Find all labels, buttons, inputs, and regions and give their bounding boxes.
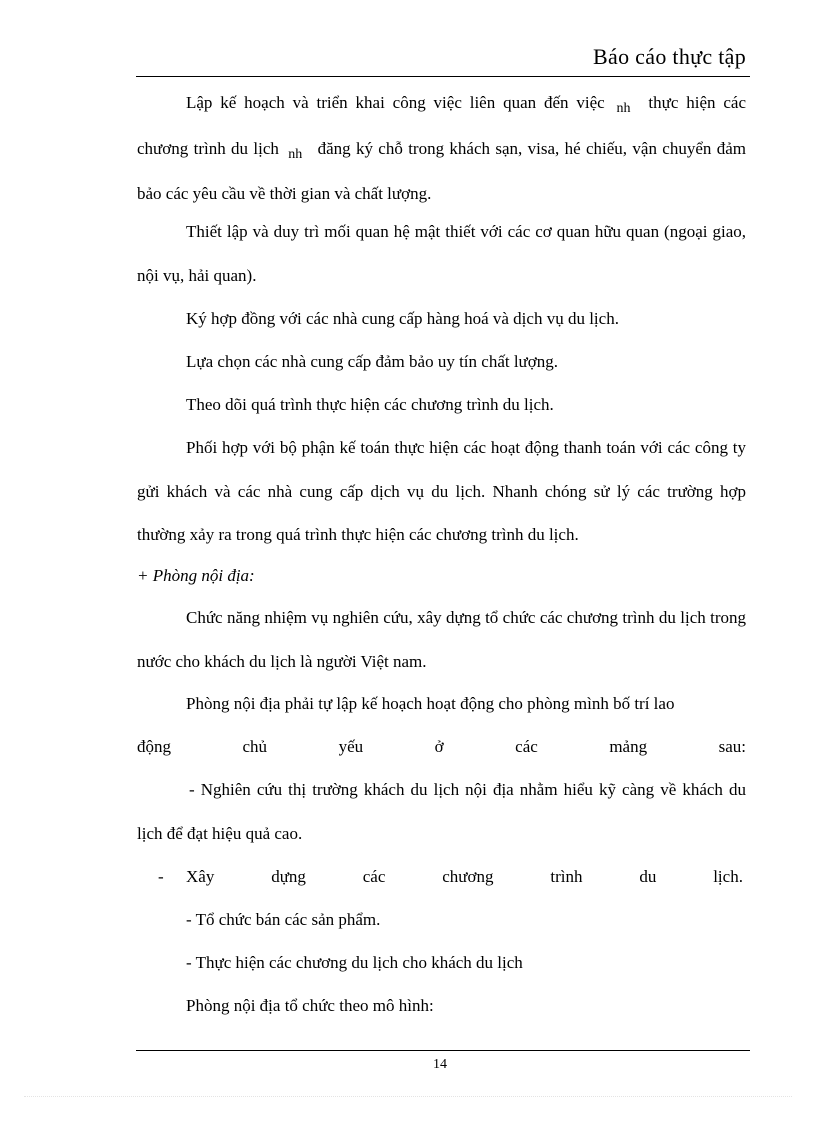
paragraph-model: Phòng nội địa tổ chức theo mô hình: <box>186 996 434 1015</box>
paragraph-suppliers: Lựa chọn các nhà cung cấp đảm bảo uy tín chất lượng. <box>186 352 559 371</box>
nh-mark-2: nh <box>288 146 303 162</box>
paragraph-market-research: - Nghiên cứu thị trường khách du lịch nội địa nhằm hiểu kỹ càng về khách du lịch để đạt hiệu quả cao. <box>137 780 746 843</box>
paragraph-plan-line1: Phòng nội địa phải tự lập kế hoạch hoạt động cho phòng mình bố trí lao <box>186 694 675 713</box>
section-heading: + Phòng nội địa: <box>137 566 255 585</box>
item-sales: - Tổ chức bán các sản phẩm. <box>186 910 381 929</box>
paragraph-coordination: Phối hợp với bộ phận kế toán thực hiện các hoạt động thanh toán với các công ty gửi khách và các nhà cung cấp dịch vụ du lịch. Nhanh chóng sử lý các trường hợp thường xảy ra trong quá trình thực hiện các chương trình du lịch. <box>137 438 746 544</box>
word: Xây <box>186 867 215 886</box>
paragraph-relations: Thiết lập và duy trì mối quan hệ mật thiết với các cơ quan hữu quan (ngoại giao, nội vụ, hải quan). <box>137 222 746 285</box>
bullet-line-build-programs <box>186 867 743 887</box>
paragraph-monitoring: Theo dõi quá trình thực hiện các chương trình du lịch. <box>186 395 554 414</box>
word: mảng <box>609 737 648 756</box>
word: du <box>639 867 657 886</box>
word: chủ <box>242 737 268 756</box>
item-execution: - Thực hiện các chương du lịch cho khách du lịch <box>186 953 523 972</box>
paragraph-planning-part-b: thực hiện các chương trình du lịch <box>137 93 747 158</box>
paragraph-planning-part-a: Lập kế hoạch và triển khai công việc liên quan đến việc <box>186 93 605 112</box>
word: sau: <box>718 737 746 756</box>
nh-mark-1: nh <box>616 101 631 116</box>
footer-rule <box>136 1050 750 1051</box>
paragraph-contracts: Ký hợp đồng với các nhà cung cấp hàng hoá và dịch vụ du lịch. <box>186 309 619 328</box>
paragraph-planning-part-c: đăng ký chỗ trong khách sạn, visa, hé chiếu, vận chuyển đảm bảo các yêu cầu về thời gian và chất lượng. <box>137 138 746 203</box>
paragraph-plan-line2 <box>137 737 746 757</box>
word: dựng <box>271 867 306 886</box>
word: ở <box>434 737 444 756</box>
paragraph-function: Chức năng nhiệm vụ nghiên cứu, xây dựng tổ chức các chương trình du lịch trong nước cho khách du lịch là người Việt nam. <box>137 608 746 671</box>
word: các <box>362 867 386 886</box>
word: động <box>137 737 171 756</box>
word: các <box>515 737 538 756</box>
word: chương <box>442 867 494 886</box>
page-number: 14 <box>433 1057 447 1072</box>
paragraph-planning <box>137 81 746 216</box>
bullet-dash: - <box>158 867 164 886</box>
word: trình <box>550 867 583 886</box>
word: yếu <box>338 737 364 756</box>
header-title: Báo cáo thực tập <box>593 44 746 69</box>
page-edge-dots <box>24 1096 792 1097</box>
header-rule <box>136 76 750 77</box>
word: lịch. <box>713 867 743 886</box>
